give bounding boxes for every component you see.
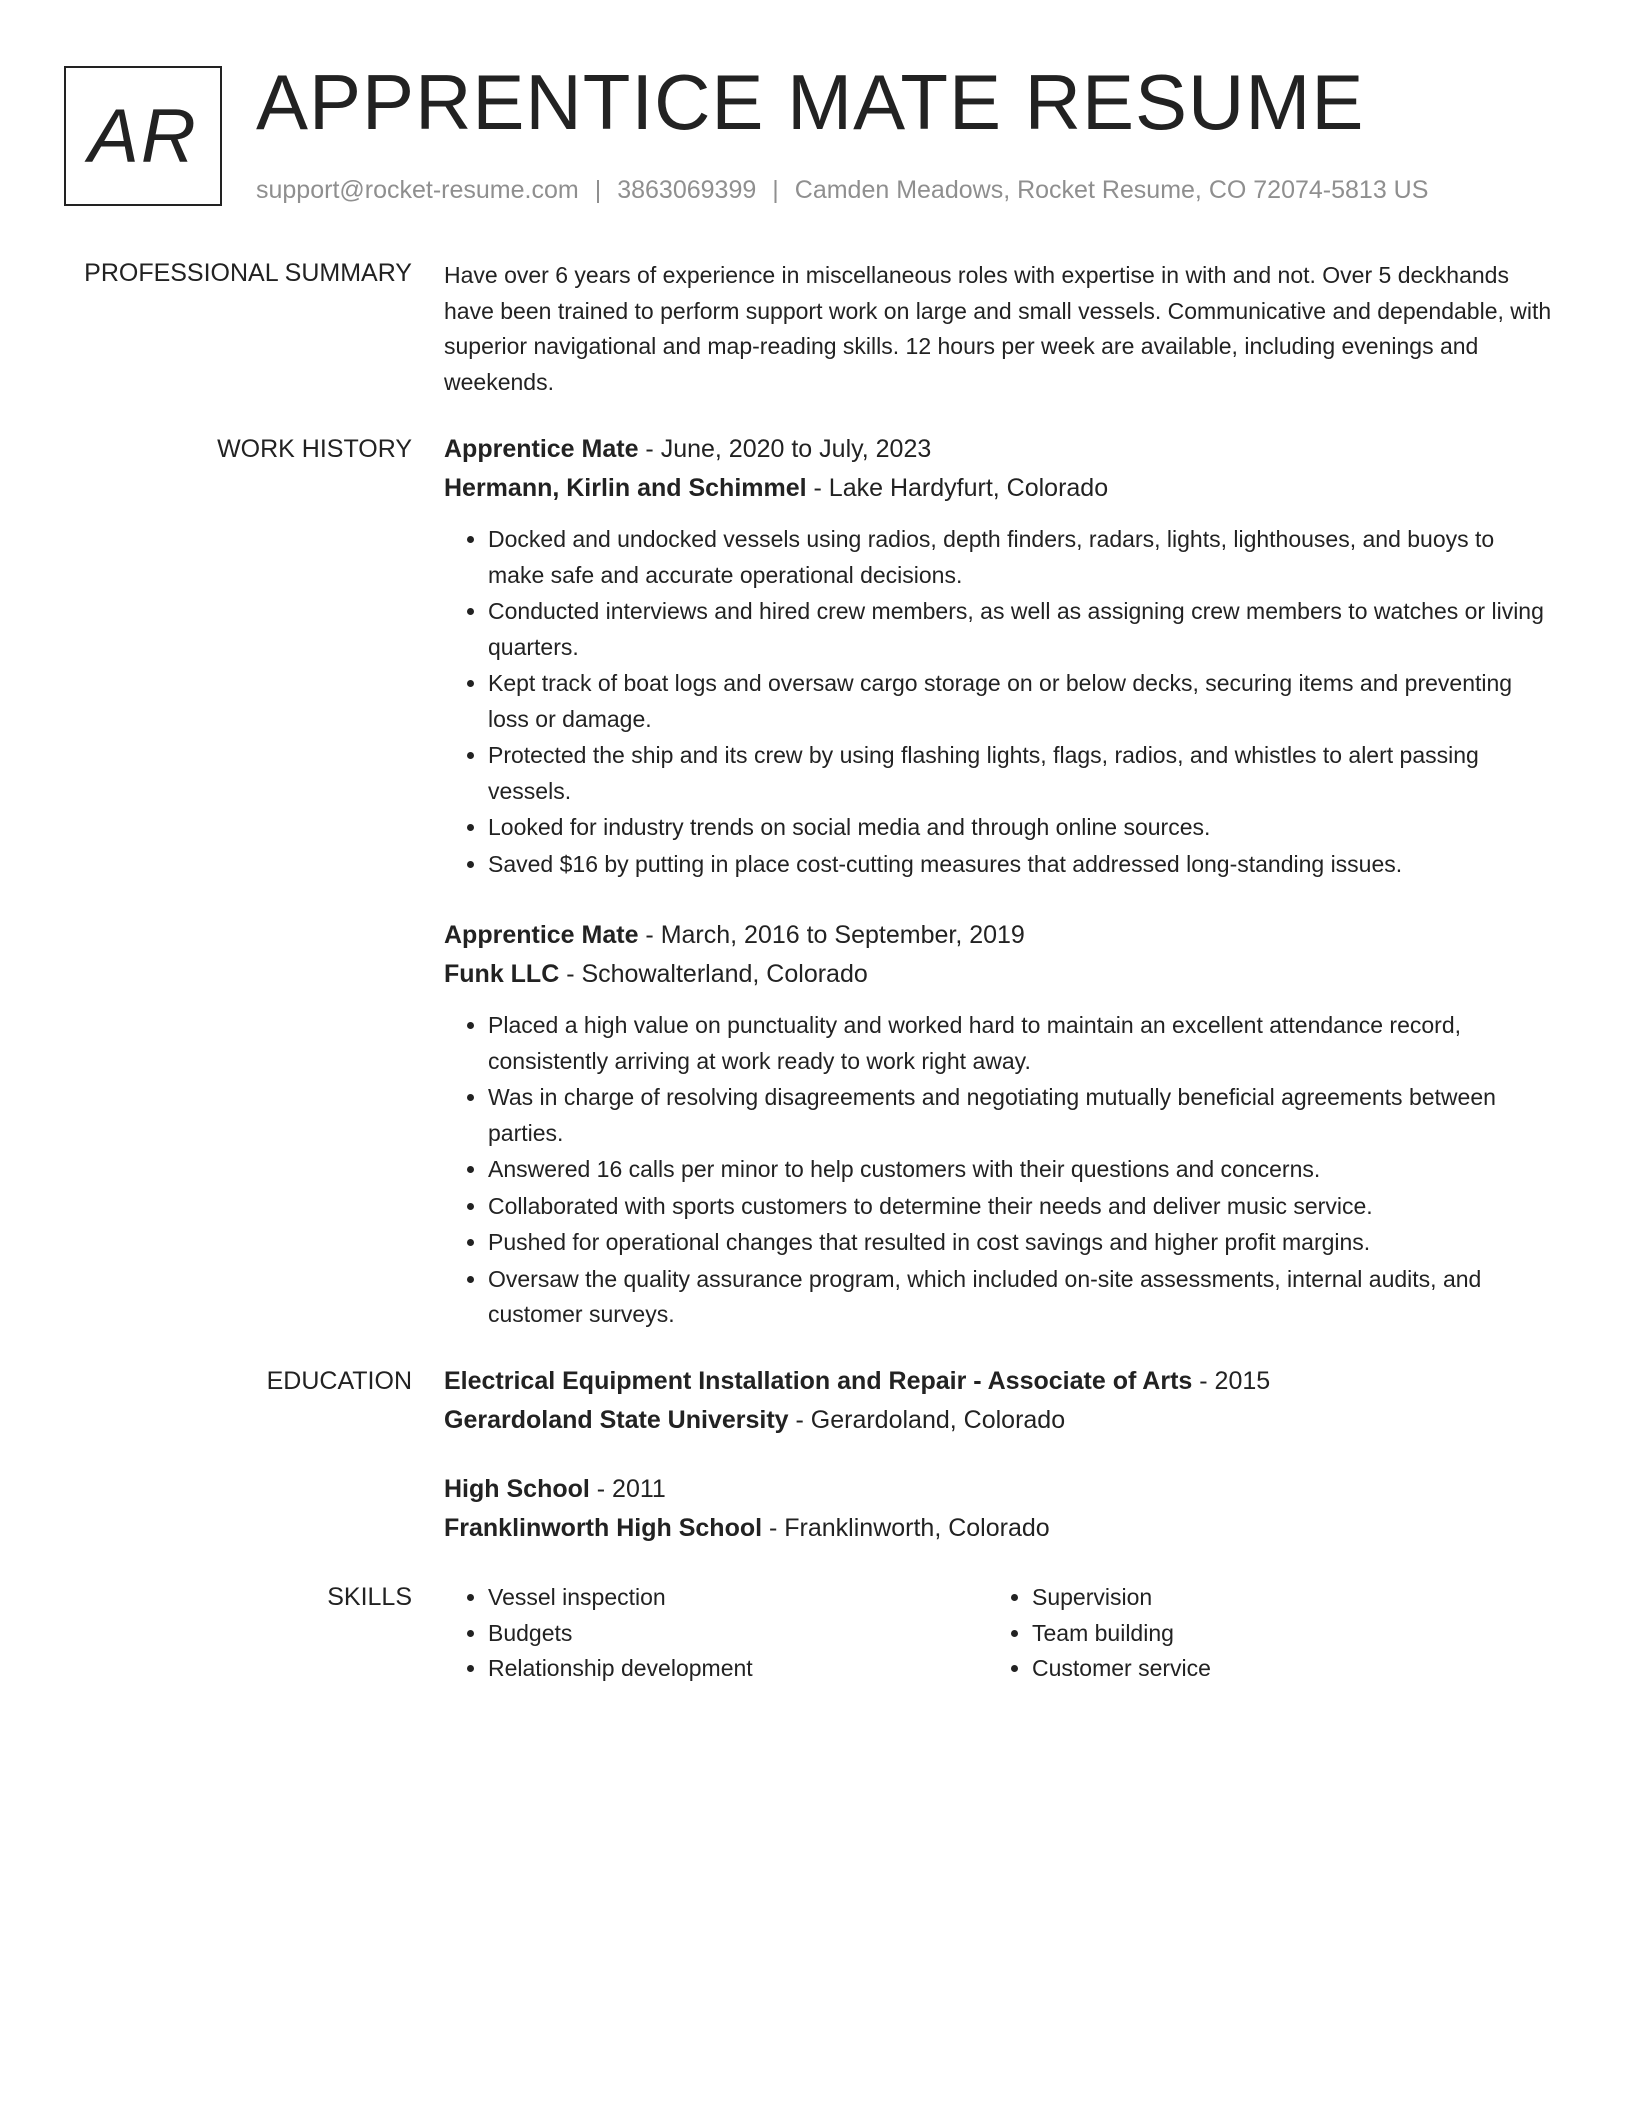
job-company: Funk LLC [444,960,560,988]
job-company: Hermann, Kirlin and Schimmel [444,474,807,502]
job-title-line [444,916,1556,955]
education-location: - Gerardoland, Colorado [788,1406,1066,1434]
skills-body [444,1580,1556,1687]
contact-email: support@rocket-resume.com [256,176,579,204]
job-bullet: • Answered 16 calls per minor to help customers with their questions and concerns. [488,1152,1556,1188]
skill-item: • Supervision [1032,1580,1488,1616]
resume-title: APPRENTICE MATE RESUME [256,58,1365,146]
job-entry [444,430,1556,882]
job-title-line [444,430,1556,469]
contact-separator: | [772,176,779,204]
skill-item: • Team building [1032,1616,1488,1652]
job-bullet: • Conducted interviews and hired crew members, as well as assigning crew members to watches or living quarters. [488,594,1556,665]
contact-address: Camden Meadows, Rocket Resume, CO 72074-5813 US [794,176,1429,204]
contact-phone: 3863069399 [617,176,757,204]
job-entry [444,916,1556,1333]
education-year: - 2015 [1192,1367,1271,1395]
monogram-logo: AR [64,66,222,206]
education-school: Gerardoland State University [444,1406,789,1434]
work-history-body [444,430,1556,1367]
education-degree: High School [444,1475,590,1503]
job-bullet: • Saved $16 by putting in place cost-cutting measures that addressed long-standing issues. [488,847,1556,883]
skills-list-right [988,1580,1488,1687]
skills-grid [444,1580,1556,1687]
education-school: Franklinworth High School [444,1514,763,1542]
skill-item: • Budgets [488,1616,944,1652]
section-heading-skills: SKILLS [327,1583,412,1611]
job-bullet: • Placed a high value on punctuality and worked hard to maintain an excellent attendance record, consistently arriving at work ready to work right away. [488,1008,1556,1079]
job-bullet: • Was in charge of resolving disagreements and negotiating mutually beneficial agreements between parties. [488,1080,1556,1151]
job-bullet: • Collaborated with sports customers to determine their needs and deliver music service. [488,1189,1556,1225]
skill-item: • Relationship development [488,1651,944,1687]
job-bullet-list [444,522,1556,882]
job-location: - Lake Hardyfurt, Colorado [806,474,1109,502]
education-year: - 2011 [589,1475,666,1503]
summary-body [444,258,1556,400]
job-bullet: • Kept track of boat logs and oversaw cargo storage on or below decks, securing items and preventing loss or damage. [488,666,1556,737]
section-heading-education: EDUCATION [266,1367,412,1395]
education-body [444,1362,1556,1578]
education-school-line [444,1509,1556,1548]
job-location: - Schowalterland, Colorado [559,960,868,988]
section-heading-work-history: WORK HISTORY [217,435,412,463]
education-entry [444,1470,1556,1548]
education-location: - Franklinworth, Colorado [762,1514,1050,1542]
education-degree: Electrical Equipment Installation and Repair - Associate of Arts [444,1367,1193,1395]
education-school-line [444,1401,1556,1440]
job-title: Apprentice Mate [444,921,639,949]
education-entry [444,1362,1556,1440]
job-company-line [444,469,1556,508]
job-company-line [444,955,1556,994]
skills-list-left [444,1580,944,1687]
education-degree-line [444,1362,1556,1401]
job-bullet-list [444,1008,1556,1333]
job-dates: - June, 2020 to July, 2023 [638,435,932,463]
skill-item: • Vessel inspection [488,1580,944,1616]
contact-separator: | [594,176,602,204]
section-heading-summary: PROFESSIONAL SUMMARY [84,259,412,287]
job-bullet: • Protected the ship and its crew by using flashing lights, flags, radios, and whistles to alert passing vessels. [488,738,1556,809]
summary-text: Have over 6 years of experience in miscellaneous roles with expertise in with and not. Over 5 deckhands have been trained to perform support work on large and small vessels. Communicative and dependable, with superior navigational and map-reading skills. 12 hours per week are available, including evenings and weekends. [444,262,1552,395]
job-title: Apprentice Mate [444,435,639,463]
contact-line [256,174,1428,206]
job-bullet: • Oversaw the quality assurance program, which included on-site assessments, internal audits, and customer surveys. [488,1262,1556,1333]
skill-item: • Customer service [1032,1651,1488,1687]
job-bullet: • Docked and undocked vessels using radios, depth finders, radars, lights, lighthouses, and buoys to make safe and accurate operational decisions. [488,522,1556,593]
job-dates: - March, 2016 to September, 2019 [638,921,1025,949]
job-bullet: • Pushed for operational changes that resulted in cost savings and higher profit margins. [488,1225,1556,1261]
education-degree-line [444,1470,1556,1509]
job-bullet: • Looked for industry trends on social media and through online sources. [488,810,1556,846]
